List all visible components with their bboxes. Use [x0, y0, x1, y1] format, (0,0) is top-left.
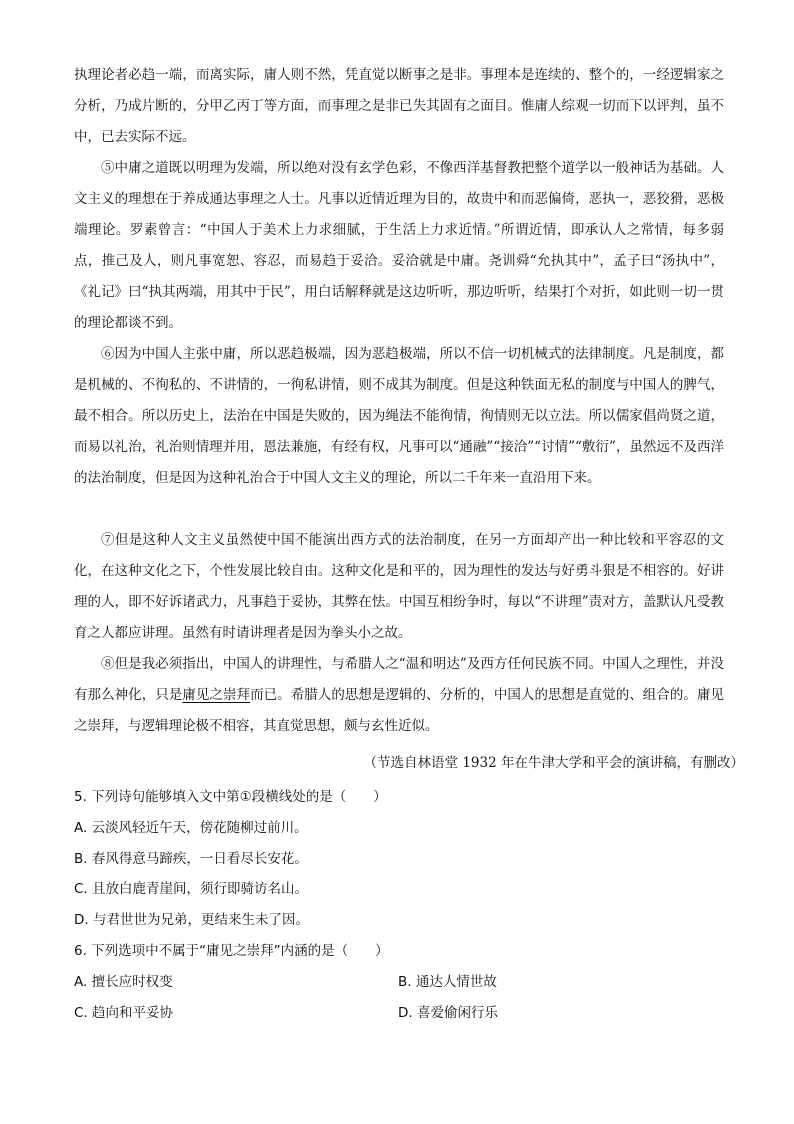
question-6-stem: 6. 下列选项中不属于“庸见之崇拜”内涵的是（ ）: [74, 943, 389, 959]
passage-paragraph-7: ⑦但是这种人文主义虽然使中国不能演出西方式的法治制度，在另一方面却产出一种比较和平容忍的文化，在这种文化之下，个性发展比较自由。这种文化是和平的，因为理性的发达与好勇斗狠是不相容的。好讲理的人，即不好诉诸武力，凡事趋于妥协，其弊在怯。中国互相纷争时，每以“不讲理”责对方，盖默认凡受教育之人都应讲理。虽然有时请讲理者是因为拳头小之故。: [74, 532, 724, 641]
passage-paragraph-5: ⑤中庸之道既以明理为发端，所以绝对没有玄学色彩，不像西洋基督教把整个道学以一般神话为基础。人文主义的理想在于养成通达事理之人士。凡事以近情近理为目的，故贵中和而恶偏倚，恶执一，恶狡猾，恶极端理论。罗素曾言：“中国人于美术上力求细腻，于生活上力求近情。”所谓近情，即承认人之常情，每多弱点，推己及人，则凡事宽恕、容忍，而易趋于妥洽。妥洽就是中庸。尧训舜“允执其中”，孟子曰“汤执中”，《礼记》曰“执其两端，用其中于民”，用白话解释就是这边听听，那边听听，结果打个对折，如此则一切一贯的理论都谈不到。: [74, 160, 724, 331]
paragraph-8-text-end: 而已。希腊人的思想是逻辑的、分析的，中国人的思想是直觉的、组合的。庸见之崇拜，与逻辑理论极不相容，其直觉思想，颇与玄性近似。: [74, 687, 725, 734]
passage-paragraph-continued: 执理论者必趋一端，而离实际，庸人则不然，凭直觉以断事之是非。事理本是连续的、整个的，一经逻辑家之分析，乃成片断的，分甲乙丙丁等方面，而事理之是非已失其固有之面目。惟庸人综观一切而下以评判，虽不中，已去实际不远。: [74, 67, 724, 145]
question-6-option-b: B. 通达人情世故: [398, 974, 497, 990]
question-6-option-d: D. 喜爱偷闲行乐: [398, 1005, 498, 1021]
passage-paragraph-8: [74, 649, 724, 742]
paragraph-8-text-start: ⑧但是我必须指出，中国人的讲理性，与希腊人之“温和明达”及西方任何民族不同。中国人之理性，并没有那么神化，只是: [74, 656, 724, 703]
question-5-option-c: C. 且放白鹿青崖间，须行即骑访名山。: [74, 881, 309, 897]
passage-source: （节选自林语堂 1932 年在牛津大学和平会的演讲稿，有删改）: [363, 755, 744, 771]
question-6-option-a: A. 擅长应时权变: [74, 974, 173, 990]
passage-paragraph-6: ⑥因为中国人主张中庸，所以恶趋极端，因为恶趋极端，所以不信一切机械式的法律制度。凡是制度，都是机械的、不徇私的、不讲情的，一徇私讲情，则不成其为制度。但是这种铁面无私的制度与中国人的脾气，最不相合。所以历史上，法治在中国是失败的，因为绳法不能徇情，徇情则无以立法。所以儒家倡尚贤之道，而易以礼治，礼治则情理并用，恩法兼施，有经有权，凡事可以“通融”“接洽”“讨情”“敷衍”，虽然远不及西洋的法治制度，但是因为这种礼治合于中国人文主义的理论，所以二千年来一直沿用下来。: [74, 346, 724, 486]
question-5-option-a: A. 云淡风轻近午天，傍花随柳过前川。: [74, 820, 308, 836]
underlined-phrase: 庸见之崇拜: [182, 687, 251, 703]
question-5-option-d: D. 与君世世为兄弟，更结来生未了因。: [74, 912, 309, 928]
question-5-stem: 5. 下列诗句能够填入文中第①段横线处的是（ ）: [74, 789, 387, 805]
question-5-option-b: B. 春风得意马蹄疾，一日看尽长安花。: [74, 851, 308, 867]
question-6-option-c: C. 趋向和平妥协: [74, 1005, 174, 1021]
